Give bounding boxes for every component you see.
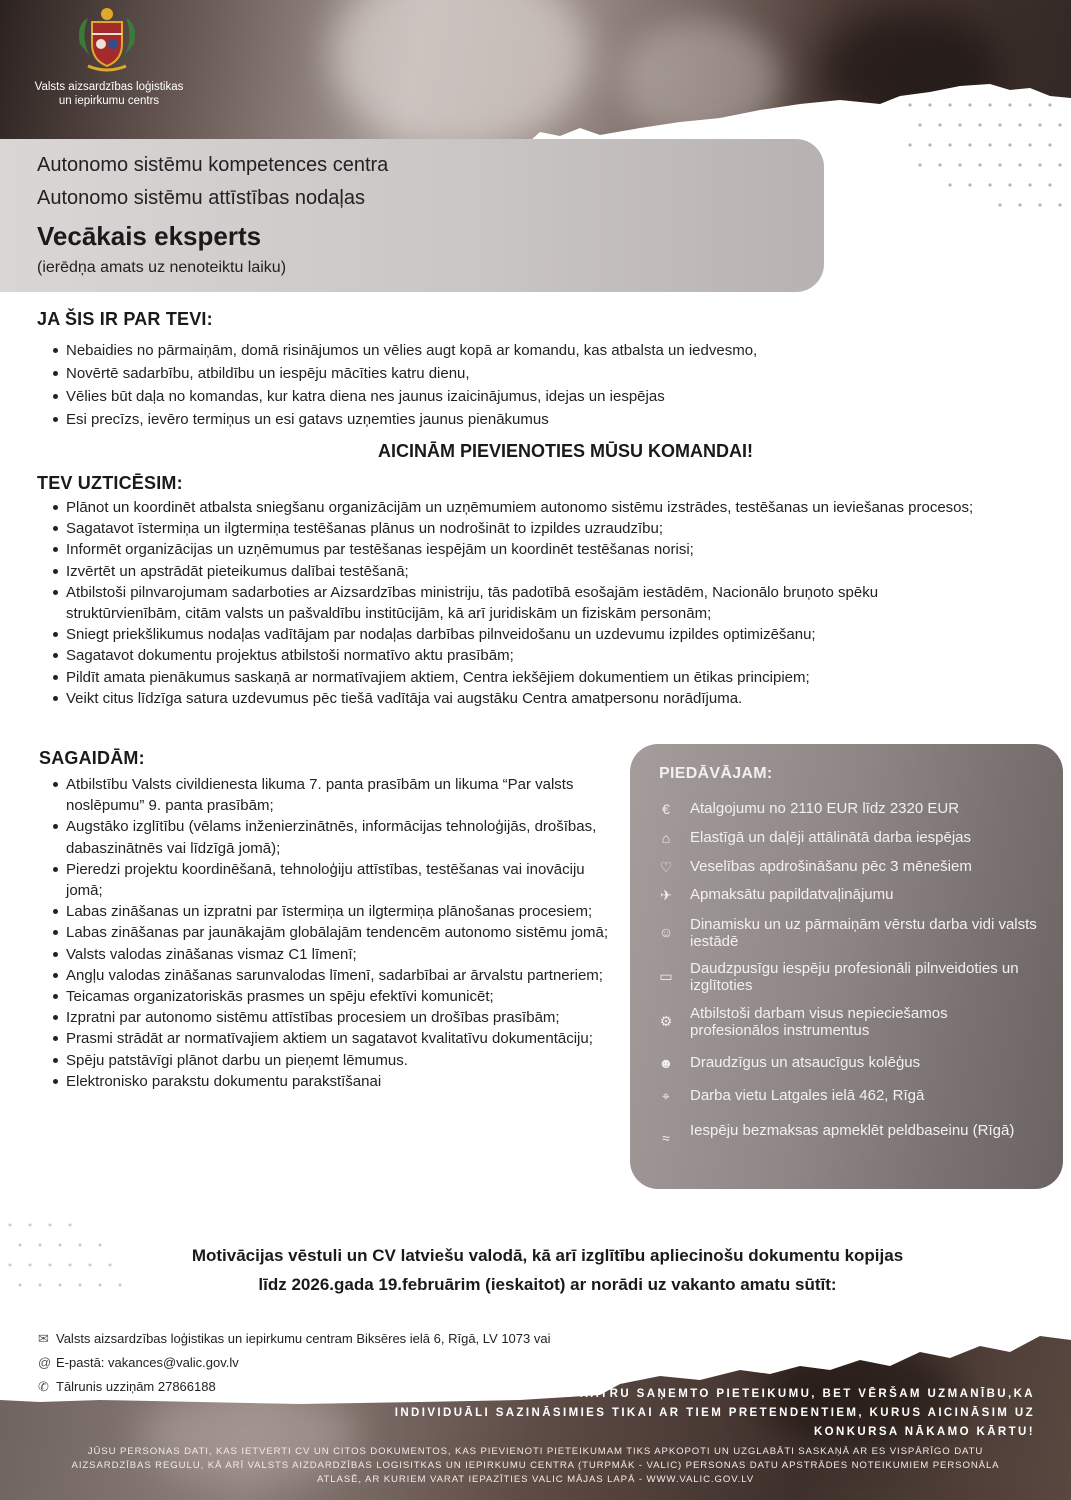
selection-notice-line1: PRIECĀJAMIES PAR KATRU SAŅEMTO PIETEIKUMU, BET VĒRŠAM UZMANĪBU,KA bbox=[422, 1388, 1035, 1400]
list-item: Augstāko izglītību (vēlams inženierzinātnēs, informācijas tehnoloģijās, drošības, dabaszinātnēs vai līdzīgā jomā); bbox=[50, 816, 625, 858]
benefits-card bbox=[630, 744, 1063, 1189]
list-item: Atbilstību Valsts civildienesta likuma 7. panta prasībām un likuma “Par valsts noslēpumu” 9. panta prasībām; bbox=[50, 774, 625, 816]
data-protection-line3: ATLASĒ, AR KURIEM VARAT IEPAZĪTIES VALIC MĀJAS LAPĀ - WWW.VALIC.GOV.LV bbox=[316, 1474, 755, 1485]
invitation-banner: AICINĀM PIEVIENOTIES MŪSU KOMANDAI! bbox=[377, 441, 753, 461]
list-item: Atbilstoši pilnvarojumam sadarboties ar Aizsardzības ministriju, tās padotībā esošajām iestādēm, Nacionālo bruņoto spēku struktūrvienībām, citām valsts un pašvaldību institūcijām, kā arī juridiskām un fiziskām personām; bbox=[50, 582, 990, 624]
position-title: Vecākais eksperts bbox=[37, 221, 262, 251]
list-item: Sagatavot dokumentu projektus atbilstoši normatīvo aktu prasībām; bbox=[50, 645, 990, 666]
benefit-text: Dinamisku un uz pārmaiņām vērstu darba vidi valsts iestādē bbox=[690, 916, 1037, 950]
list-item: Labas zināšanas par jaunākajām globālajām tendencēm autonomo sistēmu jomā; bbox=[50, 922, 625, 943]
duties-heading: TEV UZTICĒSIM: bbox=[37, 473, 183, 493]
benefits-heading: PIEDĀVĀJAM: bbox=[659, 765, 773, 782]
decorative-dots-top bbox=[900, 95, 1070, 225]
duties-list bbox=[50, 497, 990, 709]
list-item: Valsts valodas zināšanas vismaz C1 līmenī; bbox=[50, 944, 625, 965]
application-instructions-line2: līdz 2026.gada 19.februārim (ieskaitot) ar norādi uz vakanto amatu sūtīt: bbox=[258, 1275, 837, 1294]
list-item: Prasmi strādāt ar normatīvajiem aktiem un sagatavot kvalitatīvu dokumentāciju; bbox=[50, 1028, 625, 1049]
intro-heading: JA ŠIS IR PAR TEVI: bbox=[37, 309, 213, 329]
organization-name bbox=[24, 80, 194, 108]
data-protection-line1: JŪSU PERSONAS DATI, KAS IETVERTI CV UN CITOS DOKUMENTOS, KAS PIEVIENOTI PIETEIKUMAM TIKS APKOPOTI UN UZGLABĀTI SASKAŅĀ AR ES VISPĀRĪGO DATU bbox=[87, 1446, 984, 1457]
list-item: Pildīt amata pienākumus saskaņā ar normatīvajiem aktiem, Centra iekšējiem dokumentiem un ētikas principiem; bbox=[50, 667, 990, 688]
list-item: Sniegt priekšlikumus nodaļas vadītājam par nodaļas darbības pilnveidošanu un uzdevumu izpildes optimizēšanu; bbox=[50, 624, 990, 645]
position-type: (ierēdņa amats uz nenoteiktu laiku) bbox=[37, 259, 287, 276]
application-instructions-line1: Motivācijas vēstuli un CV latviešu valodā, kā arī izglītību apliecinošu dokumentu kopijas bbox=[191, 1246, 904, 1265]
at-icon: @ bbox=[38, 1355, 52, 1370]
benefit-text: Daudzpusīgu iespēju profesionāli pilnveidoties un izglītoties bbox=[690, 960, 1019, 994]
benefit-text: Veselības apdrošināšanu pēc 3 mēnešiem bbox=[690, 858, 972, 875]
list-item: Novērtē sadarbību, atbildību un iespēju mācīties katru dienu, bbox=[50, 362, 1010, 385]
organization-name-line1: Valsts aizsardzības loģistikas bbox=[34, 81, 184, 93]
list-item: Pieredzi projektu koordinēšanā, tehnoloģiju attīstības, testēšanas vai inovāciju jomā; bbox=[50, 859, 625, 901]
requirements-list bbox=[50, 774, 625, 1092]
list-item: Elektronisko parakstu dokumentu parakstīšanai bbox=[50, 1071, 625, 1092]
contact-phone-text[interactable]: Tālrunis uzziņām 27866188 bbox=[56, 1379, 216, 1394]
list-item: Nebaidies no pārmaiņām, domā risinājumos un vēlies augt kopā ar komandu, kas atbalsta un iedvesmo, bbox=[50, 339, 1010, 362]
contact-email[interactable] bbox=[38, 1355, 239, 1370]
data-protection-notice bbox=[30, 1445, 1041, 1487]
list-item: Spēju patstāvīgi plānot darbu un pieņemt lēmumus. bbox=[50, 1050, 625, 1071]
gear-icon: ⚙ bbox=[659, 1013, 673, 1029]
book-icon: ▭ bbox=[659, 968, 673, 984]
contact-postal-text: Valsts aizsardzības loģistikas un iepirkumu centram Biksēres ielā 6, Rīgā, LV 1073 vai bbox=[56, 1331, 551, 1346]
list-item: Angļu valodas zināšanas sarunvalodas līmenī, sadarbībai ar ārvalstu partneriem; bbox=[50, 965, 625, 986]
list-item: Teicamas organizatoriskās prasmes un spēju efektīvi komunicēt; bbox=[50, 986, 625, 1007]
list-item: Plānot un koordinēt atbalsta sniegšanu organizācijām un uzņēmumiem autonomo sistēmu izstrādes, testēšanas un ieviešanas procesos; bbox=[50, 497, 990, 518]
benefit-text: Elastīgā un daļēji attālinātā darba iespējas bbox=[690, 829, 972, 846]
list-item: Sagatavot īstermiņa un ilgtermiņa testēšanas plānus un nodrošināt to izpildes uzraudzību; bbox=[50, 518, 990, 539]
benefit-text: Draudzīgus un atsaucīgus kolēģus bbox=[690, 1054, 921, 1071]
centre-name: Autonomo sistēmu kompetences centra bbox=[37, 154, 389, 176]
coat-of-arms-logo bbox=[74, 4, 140, 74]
list-item: Labas zināšanas un izpratni par īstermiņa un ilgtermiņa plānošanas procesiem; bbox=[50, 901, 625, 922]
selection-notice-line2: INDIVIDUĀLI SAZINĀSIMIES TIKAI AR TIEM PRETENDENTIEM, KURUS AICINĀSIM UZ bbox=[394, 1407, 1035, 1419]
selection-notice-line3: KONKURSA NĀKAMO KĀRTU! bbox=[813, 1426, 1035, 1438]
swimming-icon: ≈ bbox=[662, 1130, 670, 1146]
organization-name-line2: un iepirkumu centrs bbox=[58, 95, 160, 107]
team-icon: ☺ bbox=[658, 924, 674, 940]
department-name: Autonomo sistēmu attīstības nodaļas bbox=[37, 187, 365, 209]
contact-postal bbox=[38, 1331, 550, 1347]
contact-email-text[interactable]: E-pastā: vakances@valic.gov.lv bbox=[56, 1355, 239, 1370]
list-item: Informēt organizācijas un uzņēmumus par testēšanas iespējām un koordinēt testēšanas norisi; bbox=[50, 539, 990, 560]
selection-notice bbox=[380, 1385, 1035, 1442]
data-protection-line2: AIZSARDZĪBAS REGULU, KĀ ARĪ VALSTS AIZDARDZĪBAS LOGISITKAS UN IEPIRKUMU CENTRA (TURPMĀK - VALIC) PERSONAS DATU APSTRĀDES NOTEIKUMIEM PERSONĀLA bbox=[71, 1460, 1000, 1471]
colleagues-icon: ☻ bbox=[658, 1055, 674, 1071]
benefit-text: Darba vietu Latgales ielā 462, Rīgā bbox=[690, 1087, 925, 1104]
location-icon: ⌖ bbox=[662, 1088, 670, 1104]
benefit-text: Atbilstoši darbam visus nepieciešamos profesionālos instrumentus bbox=[690, 1005, 948, 1039]
requirements-heading: SAGAIDĀM: bbox=[39, 748, 145, 768]
airplane-icon: ✈ bbox=[660, 887, 672, 903]
list-item: Izvērtēt un apstrādāt pieteikumus dalībai testēšanā; bbox=[50, 561, 990, 582]
benefit-text: Atalgojumu no 2110 EUR līdz 2320 EUR bbox=[690, 800, 960, 817]
benefit-text: Iespēju bezmaksas apmeklēt peldbaseinu (Rīgā) bbox=[690, 1122, 1015, 1139]
list-item: Izpratni par autonomo sistēmu attīstības procesiem un drošības prasībām; bbox=[50, 1007, 625, 1028]
list-item: Esi precīzs, ievēro termiņus un esi gatavs uzņemties jaunus pienākumus bbox=[50, 408, 1010, 431]
intro-list bbox=[50, 339, 1010, 431]
mail-icon: ✉ bbox=[38, 1331, 49, 1346]
contact-phone[interactable] bbox=[38, 1379, 216, 1395]
phone-icon: ✆ bbox=[38, 1379, 49, 1394]
benefit-text: Apmaksātu papildatvaļinājumu bbox=[690, 886, 894, 903]
list-item: Vēlies būt daļa no komandas, kur katra diena nes jaunus izaicinājumus, idejas un iespējas bbox=[50, 385, 1010, 408]
position-header-card bbox=[0, 139, 824, 292]
remote-work-icon: ⌂ bbox=[661, 830, 671, 846]
list-item: Veikt citus līdzīga satura uzdevumus pēc tiešā vadītāja vai augstāku Centra amatpersonu norādījuma. bbox=[50, 688, 990, 709]
shield-icon: ♡ bbox=[659, 859, 673, 875]
euro-icon: € bbox=[662, 801, 670, 817]
